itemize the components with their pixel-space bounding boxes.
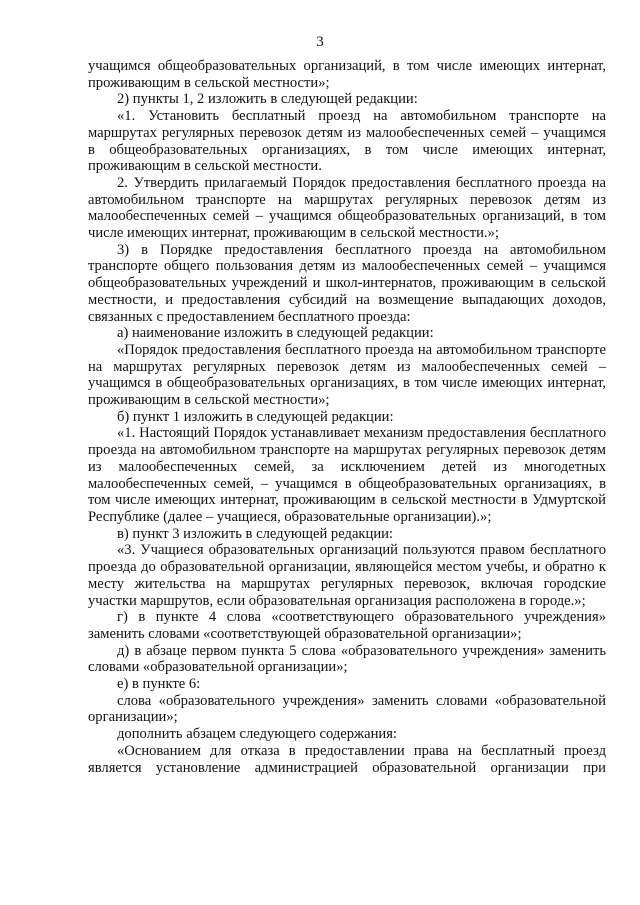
paragraph: в) пункт 3 изложить в следующей редакции: bbox=[117, 525, 393, 542]
paragraph: а) наименование изложить в следующей редакции: bbox=[117, 325, 434, 342]
page-number: 3 bbox=[316, 34, 324, 50]
paragraph: «3. Учащиеся образовательных организаций пользуются правом бесплатного проезда до образовательной организации, являющейся местом учебы, и обратно к месту жительства на маршрутах регулярных перевозок, включая городские участки маршрутов, если образовательная организация расположена в городе.»; bbox=[88, 542, 606, 609]
paragraph: дополнить абзацем следующего содержания: bbox=[117, 726, 397, 743]
paragraph: «Порядок предоставления бесплатного проезда на автомобильном транспорте на маршрутах регулярных перевозок детям из малообеспеченных семей – учащимся в общеобразовательных организациях, в том числе имеющих интернат, проживающим в сельской местности»; bbox=[88, 341, 606, 409]
paragraph: 2) пункты 1, 2 изложить в следующей редакции: bbox=[117, 91, 418, 108]
paragraph: «1. Установить бесплатный проезд на автомобильном транспорте на маршрутах регулярных перевозок детям из малообеспеченных семей – учащимся в общеобразовательных организациях, в том числе имеющих интернат, проживающим в сельской местности. bbox=[88, 108, 606, 175]
paragraph: учащимся общеобразовательных организаций, в том числе имеющих интернат, проживающим в сельской местности»; bbox=[88, 58, 606, 91]
paragraph: «Основанием для отказа в предоставлении права на бесплатный проезд является установление администрацией образовательной организации при bbox=[88, 742, 606, 776]
document-body bbox=[88, 58, 606, 776]
paragraph: б) пункт 1 изложить в следующей редакции: bbox=[117, 408, 394, 425]
paragraph: слова «образовательного учреждения» заменить словами «образовательной организации»; bbox=[88, 692, 606, 726]
paragraph: 3) в Порядке предоставления бесплатного проезда на автомобильном транспорте общего пользования детям из малообеспеченных семей – учащимся общеобразовательных учреждений и школ-интернатов, проживающим в сельской местности, и предоставления субсидий на возмещение выпадающих доходов, связанных с предоставлением бесплатного проезда: bbox=[88, 241, 606, 325]
paragraph: г) в пункте 4 слова «соответствующего образовательного учреждения» заменить словами «соответствующей образовательной организации»; bbox=[88, 609, 606, 642]
paragraph: 2. Утвердить прилагаемый Порядок предоставления бесплатного проезда на автомобильном транспорте на маршрутах регулярных перевозок детям из малообеспеченных семей – учащимся общеобразовательных организаций, в том числе имеющих интернат, проживающим в сельской местности.»; bbox=[88, 174, 606, 242]
paragraph: е) в пункте 6: bbox=[117, 676, 201, 693]
paragraph: д) в абзаце первом пункта 5 слова «образовательного учреждения» заменить словами «образовательной организации»; bbox=[88, 642, 606, 676]
paragraph: «1. Настоящий Порядок устанавливает механизм предоставления бесплатного проезда на автомобильном транспорте на маршрутах регулярных перевозок детям из малообеспеченных семей, за исключением детей из многодетных малообеспеченных семей, – учащимся в общеобразовательных организациях, в том числе имеющих интернат, проживающим в сельской местности в Удмуртской Республике (далее – учащиеся, образовательные организации).»; bbox=[88, 425, 606, 525]
